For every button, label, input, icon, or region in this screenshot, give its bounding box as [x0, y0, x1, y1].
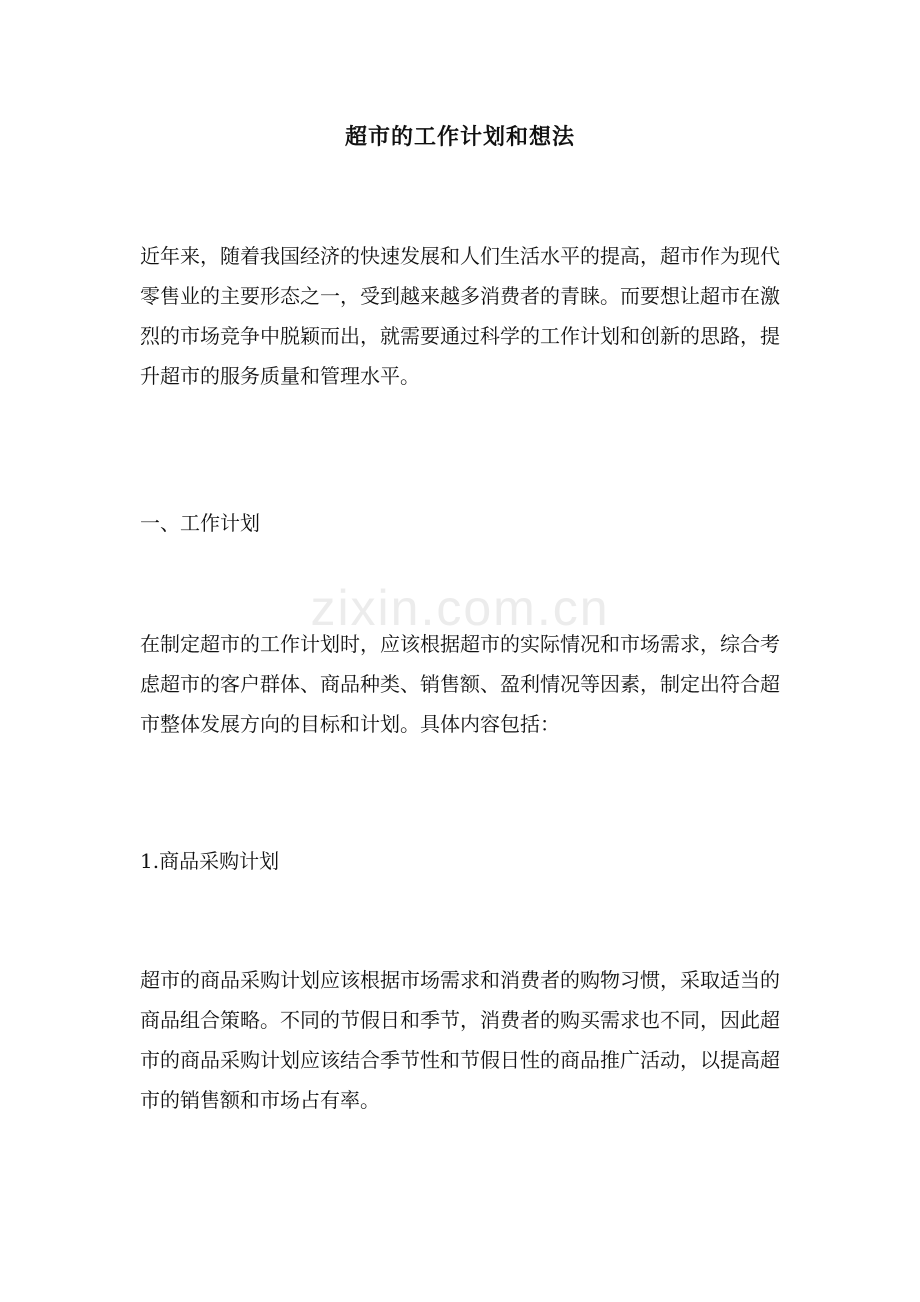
watermark: zixin.com.cn [310, 580, 610, 636]
document-title: 超市的工作计划和想法 [344, 124, 575, 150]
section-heading-work-plan: 一、工作计划 [140, 511, 260, 535]
procurement-paragraph: 超市的商品采购计划应该根据市场需求和消费者的购物习惯，采取适当的商品组合策略。不同的节假日和季节，消费者的购买需求也不同，因此超市的商品采购计划应该结合季节性和节假日性的商品推广活动，以提高超市的销售额和市场占有率。 [140, 968, 780, 1112]
intro-paragraph: 近年来，随着我国经济的快速发展和人们生活水平的提高，超市作为现代零售业的主要形态之一，受到越来越多消费者的青睐。而要想让超市在激烈的市场竞争中脱颖而出，就需要通过科学的工作计划和创新的思路，提升超市的服务质量和管理水平。 [140, 244, 780, 388]
work-plan-paragraph: 在制定超市的工作计划时，应该根据超市的实际情况和市场需求，综合考虑超市的客户群体、商品种类、销售额、盈利情况等因素，制定出符合超市整体发展方向的目标和计划。具体内容包括： [140, 632, 780, 736]
subsection-heading-procurement: 1.商品采购计划 [140, 849, 280, 873]
